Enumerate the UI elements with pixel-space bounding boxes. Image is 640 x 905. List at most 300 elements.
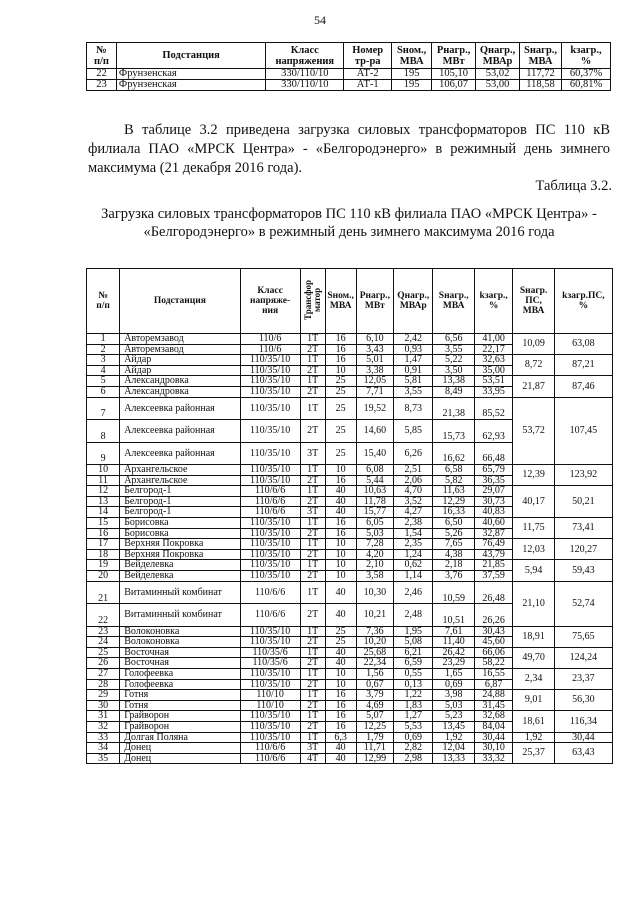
row-s-nom: 25 [325,386,356,397]
row-q-load: 0,55 [394,668,433,679]
group-k-ps: 50,21 [554,486,612,518]
row-substation: Верхняя Покровка [120,539,240,550]
row-num: 29 [87,690,120,701]
row-substation: Белгород-1 [120,507,240,518]
row-s-load: 11,63 [433,486,474,497]
row-s-load: 11,40 [433,637,474,648]
row-s-load: 7,61 [433,626,474,637]
row-s-load: 12,29 [433,496,474,507]
row-s-nom: 10 [325,465,356,476]
row-num: 10 [87,465,120,476]
row-k-load: 21,85 [474,560,512,571]
row-num: 13 [87,496,120,507]
group-s-ps: 5,94 [513,560,554,581]
row-voltage-class: 110/10 [240,700,300,711]
row-p-load: 3,43 [356,344,393,355]
row-p-load: 5,01 [356,355,393,366]
table-row [87,732,613,743]
row-s-load: 6,58 [433,465,474,476]
row-voltage-class: 110/35/10 [240,365,300,376]
row-s-load: 5,26 [433,528,474,539]
row-s-load: 15,73 [433,420,474,443]
table-row [87,647,613,658]
table-row [87,355,613,366]
group-k-ps: 56,30 [554,690,612,711]
row-p-load: 10,21 [356,604,393,627]
row-k-load: 58,22 [474,658,512,669]
row-voltage-class: 110/35/10 [240,397,300,420]
row-q-load: 3,52 [394,496,433,507]
row-num: 27 [87,668,120,679]
header-substation: Подстанция [120,269,240,334]
row-transformer: 1Т [300,560,325,571]
group-s-ps: 40,17 [513,486,554,518]
group-s-ps: 18,61 [513,711,554,732]
row-num: 23 [87,626,120,637]
row-substation: Айдар [120,355,240,366]
row-num: 1 [87,334,120,345]
row-k-load: 40,60 [474,518,512,529]
row-substation: Белгород-1 [120,486,240,497]
row-p-load: 25,68 [356,647,393,658]
row-p-load: 11,71 [356,743,393,754]
row-k-load: 60,37% [562,69,611,80]
row-voltage-class: 110/6/6 [240,496,300,507]
row-s-load: 16,62 [433,442,474,465]
row-s-nom: 25 [325,637,356,648]
table-row [87,80,611,91]
row-p-load: 4,69 [356,700,393,711]
row-k-load: 26,26 [474,604,512,627]
row-p-load: 2,10 [356,560,393,571]
row-voltage-class: 110/35/10 [240,668,300,679]
row-k-load: 66,48 [474,442,512,465]
row-s-load: 10,51 [433,604,474,627]
header-k-load: kзагр., % [474,269,512,334]
row-num: 21 [87,581,120,604]
row-s-load: 23,29 [433,658,474,669]
row-num: 5 [87,376,120,387]
group-s-ps: 9,01 [513,690,554,711]
row-s-nom: 40 [325,496,356,507]
table-row [87,518,613,529]
table-row [87,626,613,637]
row-substation: Грайворон [120,711,240,722]
row-p-load: 22,34 [356,658,393,669]
row-num: 22 [87,69,117,80]
row-voltage-class: 110/6/6 [240,753,300,764]
row-s-load: 5,22 [433,355,474,366]
row-transformer: 1Т [300,647,325,658]
group-k-ps: 52,74 [554,581,612,626]
row-num: 4 [87,365,120,376]
main-table-header-row [87,269,613,334]
row-transformer: 1Т [300,539,325,550]
row-num: 2 [87,344,120,355]
header-p-load: Pнагр., МВт [432,43,476,69]
row-s-nom: 25 [325,376,356,387]
group-s-ps: 11,75 [513,518,554,539]
header-num: № п/п [87,269,120,334]
header-k-ps: kзагр.ПС, % [554,269,612,334]
row-voltage-class: 110/35/6 [240,658,300,669]
row-substation: Донец [120,753,240,764]
group-s-ps: 25,37 [513,743,554,764]
row-p-load: 106,07 [432,80,476,91]
row-k-load: 35,00 [474,365,512,376]
row-q-load: 2,48 [394,604,433,627]
row-q-load: 53,02 [476,69,520,80]
row-q-load: 2,98 [394,753,433,764]
row-tr-number: АТ-1 [344,80,392,91]
row-q-load: 5,81 [394,376,433,387]
row-s-load: 10,59 [433,581,474,604]
row-q-load: 2,35 [394,539,433,550]
row-transformer: 3Т [300,442,325,465]
row-q-load: 2,51 [394,465,433,476]
table-row [87,711,613,722]
table-row [87,397,613,420]
group-k-ps: 123,92 [554,465,612,486]
row-s-nom: 195 [392,69,432,80]
row-s-nom: 25 [325,442,356,465]
row-transformer: 2Т [300,549,325,560]
row-voltage-class: 110/35/10 [240,539,300,550]
header-voltage-class: Класс напряжения [266,43,344,69]
table-row [87,539,613,550]
row-k-load: 84,04 [474,721,512,732]
table-row [87,486,613,497]
row-k-load: 32,63 [474,355,512,366]
row-substation: Голофеевка [120,668,240,679]
row-s-nom: 10 [325,679,356,690]
header-s-nom: Sном., МВА [325,269,356,334]
header-q-load: Qнагр., МВАр [394,269,433,334]
row-q-load: 6,26 [394,442,433,465]
row-voltage-class: 330/110/10 [266,80,344,91]
row-substation: Александровка [120,386,240,397]
row-k-load: 65,79 [474,465,512,476]
row-s-load: 3,76 [433,571,474,582]
group-k-ps: 107,45 [554,397,612,465]
row-num: 32 [87,721,120,732]
row-p-load: 3,79 [356,690,393,701]
row-s-load: 21,38 [433,397,474,420]
top-summary-table [86,42,611,91]
row-transformer: 2Т [300,637,325,648]
row-num: 20 [87,571,120,582]
row-q-load: 1,47 [394,355,433,366]
row-s-load: 3,98 [433,690,474,701]
header-voltage-class: Класс напряже- ния [240,269,300,334]
row-q-load: 2,06 [394,475,433,486]
row-k-load: 22,17 [474,344,512,355]
row-k-load: 32,87 [474,528,512,539]
row-transformer: 1Т [300,397,325,420]
row-substation: Донец [120,743,240,754]
row-substation: Фрунзенская [116,69,265,80]
row-s-nom: 40 [325,743,356,754]
row-k-load: 36,35 [474,475,512,486]
row-voltage-class: 110/35/10 [240,420,300,443]
row-substation: Авторемзавод [120,334,240,345]
group-k-ps: 63,08 [554,334,612,355]
row-s-nom: 25 [325,397,356,420]
row-substation: Волоконовка [120,626,240,637]
header-k-load: kзагр., % [562,43,611,69]
row-transformer: 2Т [300,365,325,376]
row-transformer: 2Т [300,528,325,539]
row-num: 24 [87,637,120,648]
row-num: 18 [87,549,120,560]
row-voltage-class: 110/6 [240,334,300,345]
row-p-load: 10,30 [356,581,393,604]
row-s-nom: 195 [392,80,432,91]
row-s-nom: 16 [325,721,356,732]
row-s-load: 6,56 [433,334,474,345]
row-q-load: 2,38 [394,518,433,529]
row-p-load: 6,10 [356,334,393,345]
group-k-ps: 124,24 [554,647,612,668]
transformer-load-table [86,268,613,764]
row-transformer: 2Т [300,420,325,443]
group-s-ps: 18,91 [513,626,554,647]
row-s-load: 118,58 [520,80,562,91]
row-s-nom: 40 [325,753,356,764]
row-substation: Борисовка [120,528,240,539]
row-num: 23 [87,80,117,91]
row-substation: Витаминный комбинат [120,604,240,627]
group-s-ps: 2,34 [513,668,554,689]
row-p-load: 6,05 [356,518,393,529]
row-num: 14 [87,507,120,518]
table-row [87,69,611,80]
row-voltage-class: 110/35/10 [240,465,300,476]
row-num: 9 [87,442,120,465]
row-num: 6 [87,386,120,397]
row-substation: Алексеевка районная [120,420,240,443]
row-q-load: 1,24 [394,549,433,560]
table-caption: Загрузка силовых трансформаторов ПС 110 кВ филиала ПАО «МРСК Центра» - «Белгородэнерго» в режимный день зимнего максимума 2016 года [101,206,597,240]
group-k-ps: 75,65 [554,626,612,647]
row-num: 17 [87,539,120,550]
row-transformer: 2Т [300,604,325,627]
row-transformer: 2Т [300,658,325,669]
row-voltage-class: 110/35/10 [240,732,300,743]
group-s-ps: 12,39 [513,465,554,486]
row-k-load: 41,00 [474,334,512,345]
header-s-nom: Sном., МВА [392,43,432,69]
row-substation: Голофеевка [120,679,240,690]
row-p-load: 1,79 [356,732,393,743]
row-s-nom: 40 [325,507,356,518]
row-s-nom: 10 [325,560,356,571]
row-s-load: 6,50 [433,518,474,529]
row-transformer: 1Т [300,486,325,497]
row-k-load: 29,07 [474,486,512,497]
row-k-load: 24,88 [474,690,512,701]
row-transformer: 2Т [300,386,325,397]
row-q-load: 2,46 [394,581,433,604]
row-transformer: 1Т [300,626,325,637]
row-k-load: 60,81% [562,80,611,91]
group-s-ps: 49,70 [513,647,554,668]
row-tr-number: АТ-2 [344,69,392,80]
group-k-ps: 87,46 [554,376,612,397]
row-s-nom: 40 [325,486,356,497]
table-row [87,690,613,701]
group-k-ps: 23,37 [554,668,612,689]
row-q-load: 2,82 [394,743,433,754]
row-p-load: 4,20 [356,549,393,560]
row-p-load: 5,07 [356,711,393,722]
row-substation: Архангельское [120,475,240,486]
row-num: 16 [87,528,120,539]
row-k-load: 43,79 [474,549,512,560]
row-transformer: 2Т [300,475,325,486]
group-k-ps: 59,43 [554,560,612,581]
row-transformer: 3Т [300,507,325,518]
row-transformer: 2Т [300,344,325,355]
row-q-load: 5,85 [394,420,433,443]
row-s-nom: 16 [325,711,356,722]
intro-paragraph: В таблице 3.2 приведена загрузка силовых трансформаторов ПС 110 кВ филиала ПАО «МРСК Центра» - «Белгородэнерго» в режимный день зимнего максимума (21 декабря 2016 года). [88,122,610,176]
row-voltage-class: 110/35/10 [240,711,300,722]
row-voltage-class: 110/6/6 [240,486,300,497]
row-s-load: 0,69 [433,679,474,690]
row-p-load: 11,78 [356,496,393,507]
row-transformer: 1Т [300,376,325,387]
row-voltage-class: 110/35/10 [240,679,300,690]
row-s-load: 5,03 [433,700,474,711]
row-q-load: 1,83 [394,700,433,711]
top-table-header-row [87,43,611,69]
row-q-load: 5,53 [394,721,433,732]
row-substation: Архангельское [120,465,240,476]
row-num: 34 [87,743,120,754]
row-transformer: 2Т [300,496,325,507]
row-q-load: 53,00 [476,80,520,91]
row-s-nom: 16 [325,355,356,366]
row-q-load: 6,59 [394,658,433,669]
row-transformer: 2Т [300,721,325,732]
row-transformer: 1Т [300,355,325,366]
row-q-load: 1,14 [394,571,433,582]
row-k-load: 30,43 [474,626,512,637]
row-substation: Белгород-1 [120,496,240,507]
page-number: 54 [314,13,326,27]
row-num: 11 [87,475,120,486]
row-k-load: 31,45 [474,700,512,711]
row-p-load: 5,03 [356,528,393,539]
row-k-load: 32,68 [474,711,512,722]
row-substation: Борисовка [120,518,240,529]
row-k-load: 85,52 [474,397,512,420]
row-k-load: 33,95 [474,386,512,397]
row-q-load: 3,55 [394,386,433,397]
row-s-nom: 6,3 [325,732,356,743]
row-transformer: 3Т [300,743,325,754]
row-q-load: 0,13 [394,679,433,690]
row-voltage-class: 110/10 [240,690,300,701]
row-s-nom: 40 [325,581,356,604]
table-row [87,376,613,387]
row-q-load: 8,73 [394,397,433,420]
row-s-nom: 10 [325,365,356,376]
group-s-ps: 21,10 [513,581,554,626]
row-num: 19 [87,560,120,571]
row-p-load: 12,25 [356,721,393,732]
row-transformer: 1Т [300,465,325,476]
row-q-load: 1,95 [394,626,433,637]
row-substation: Готня [120,700,240,711]
group-k-ps: 73,41 [554,518,612,539]
row-substation: Верхняя Покровка [120,549,240,560]
group-s-ps: 21,87 [513,376,554,397]
row-s-load: 13,38 [433,376,474,387]
row-substation: Айдар [120,365,240,376]
row-num: 28 [87,679,120,690]
row-s-nom: 16 [325,528,356,539]
row-voltage-class: 110/35/10 [240,626,300,637]
row-voltage-class: 110/35/10 [240,721,300,732]
row-voltage-class: 110/35/10 [240,355,300,366]
header-s-ps: Sнагр. ПС, МВА [513,269,554,334]
group-s-ps: 10,09 [513,334,554,355]
row-transformer: 1Т [300,518,325,529]
row-s-load: 5,82 [433,475,474,486]
header-num: № п/п [87,43,117,69]
row-voltage-class: 110/6/6 [240,581,300,604]
table-row [87,743,613,754]
group-k-ps: 116,34 [554,711,612,732]
row-p-load: 15,77 [356,507,393,518]
group-k-ps: 30,44 [554,732,612,743]
row-voltage-class: 110/6/6 [240,507,300,518]
row-q-load: 1,27 [394,711,433,722]
row-voltage-class: 110/35/10 [240,386,300,397]
row-p-load: 3,58 [356,571,393,582]
row-p-load: 6,08 [356,465,393,476]
row-num: 26 [87,658,120,669]
row-voltage-class: 110/35/10 [240,637,300,648]
row-s-nom: 40 [325,658,356,669]
row-k-load: 62,93 [474,420,512,443]
row-p-load: 7,36 [356,626,393,637]
row-q-load: 0,91 [394,365,433,376]
table-row [87,560,613,571]
row-substation: Фрунзенская [116,80,265,91]
row-s-nom: 25 [325,420,356,443]
row-transformer: 1Т [300,711,325,722]
row-s-load: 1,92 [433,732,474,743]
row-s-load: 3,50 [433,365,474,376]
group-k-ps: 87,21 [554,355,612,376]
row-p-load: 19,52 [356,397,393,420]
row-transformer: 1Т [300,690,325,701]
row-s-nom: 16 [325,334,356,345]
row-k-load: 45,60 [474,637,512,648]
row-transformer: 2Т [300,571,325,582]
row-s-load: 13,33 [433,753,474,764]
row-k-load: 76,49 [474,539,512,550]
row-substation: Вейделевка [120,560,240,571]
row-num: 25 [87,647,120,658]
row-voltage-class: 110/35/10 [240,518,300,529]
row-s-nom: 40 [325,647,356,658]
row-q-load: 1,54 [394,528,433,539]
table-row [87,668,613,679]
